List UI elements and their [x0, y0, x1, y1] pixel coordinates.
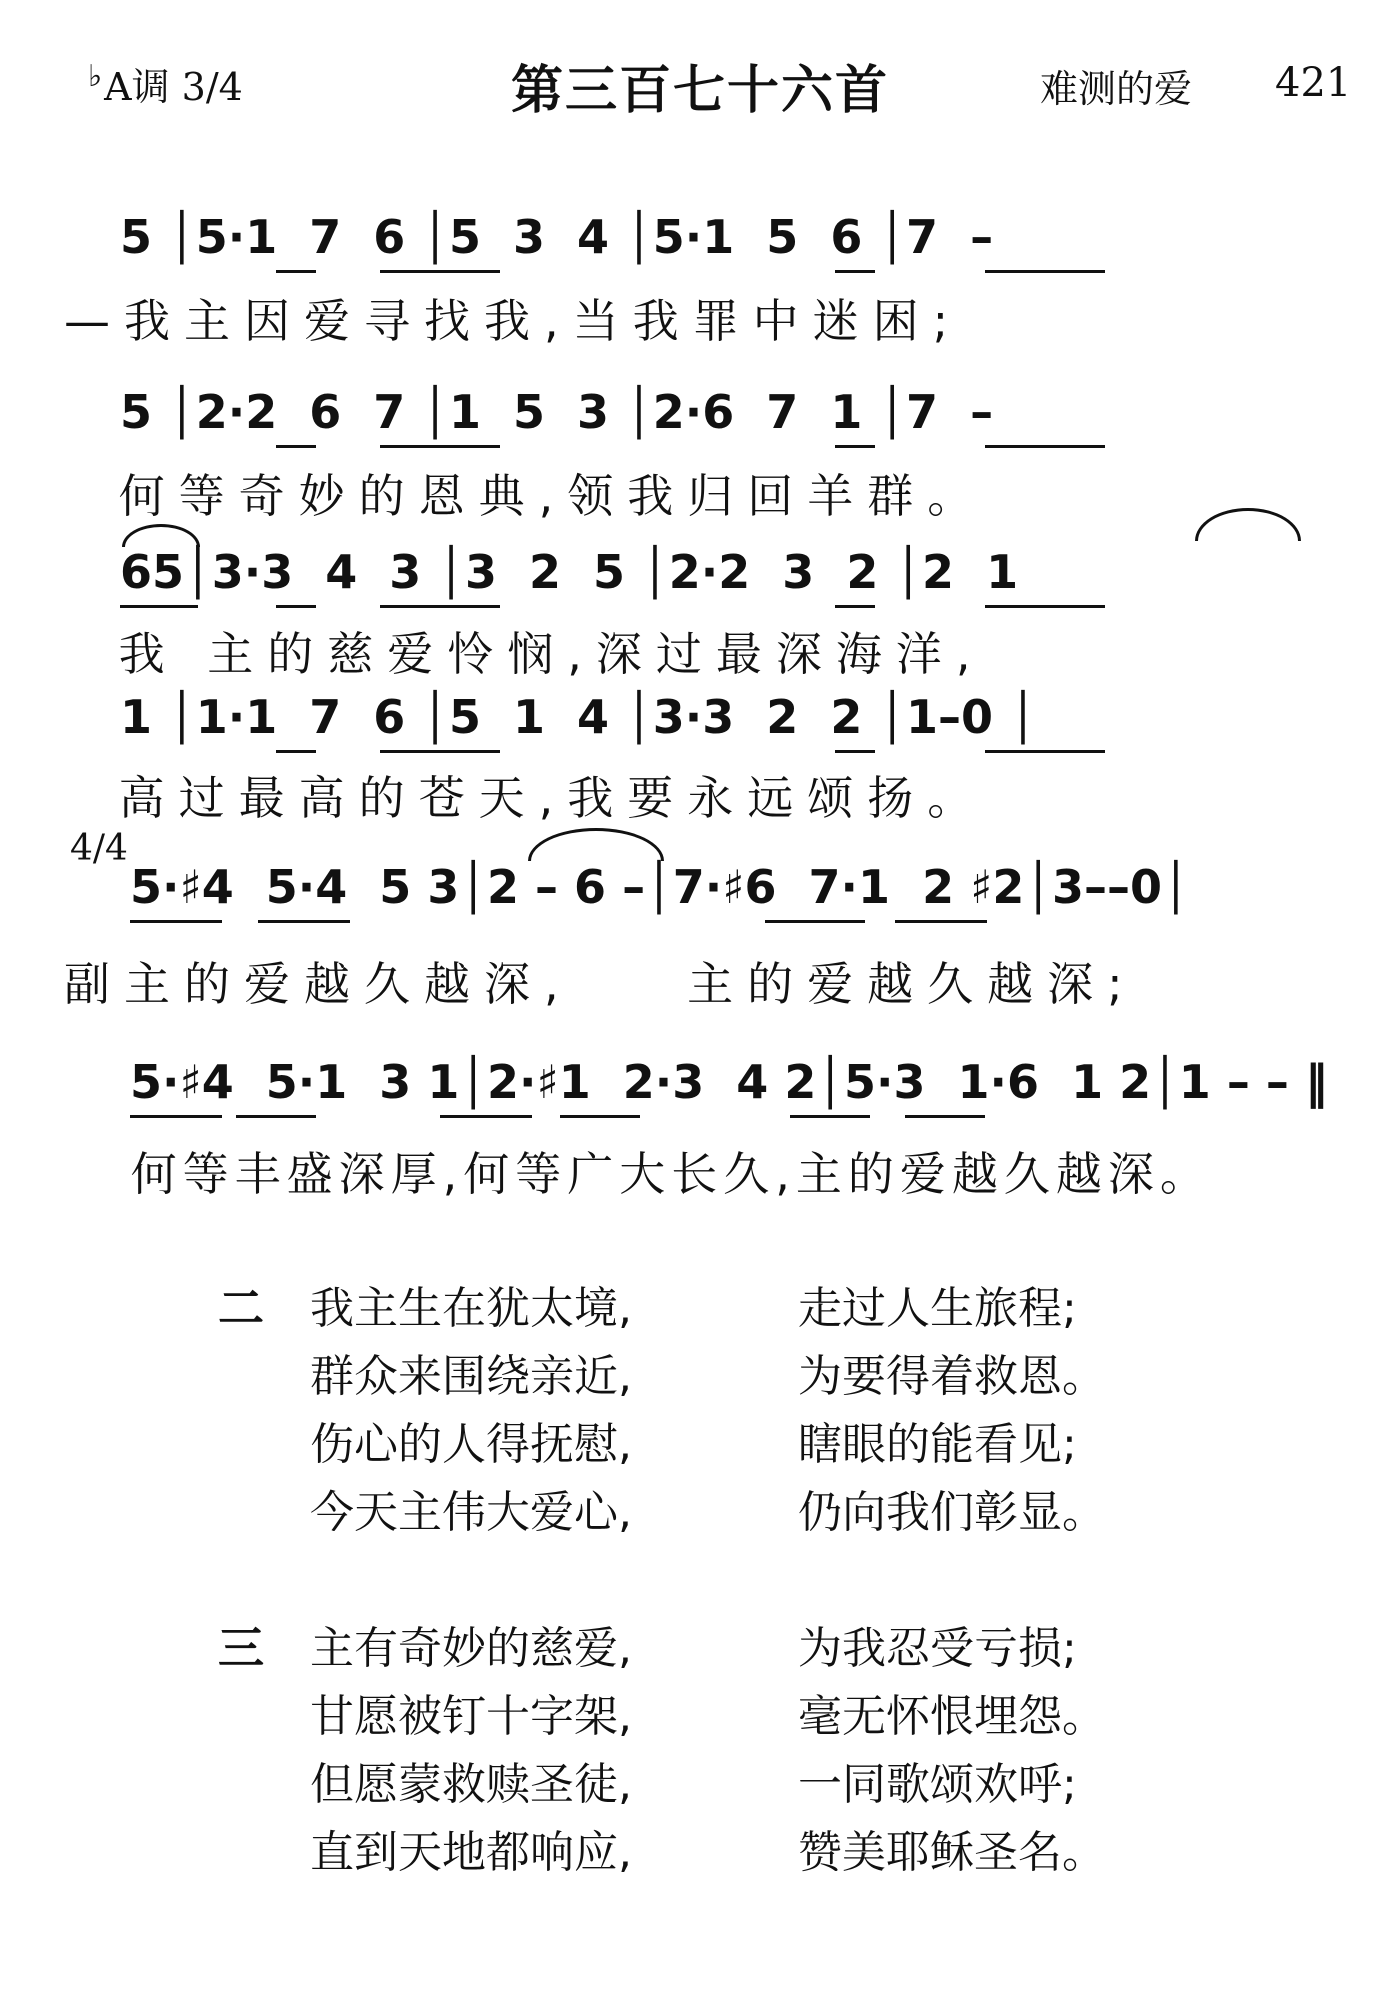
lyrics-line-5: 副主的爱越久越深, 主的爱越久越深;	[64, 957, 1137, 1011]
verse-line: 瞎眼的能看见;	[798, 1419, 1077, 1470]
slur-mark	[528, 828, 664, 861]
verse-line: 群众来围绕亲近,	[310, 1351, 632, 1402]
verse-line: 今天主伟大爱心,	[310, 1487, 632, 1538]
music-row-2	[0, 385, 1400, 455]
verse-line: 毫无怀恨埋怨。	[798, 1691, 1106, 1742]
music-row-3	[0, 545, 1400, 615]
verse-line: 我主生在犹太境,	[310, 1283, 632, 1334]
verse-line: 一同歌颂欢呼;	[798, 1759, 1077, 1810]
verse-line: 走过人生旅程;	[798, 1283, 1077, 1334]
notation-line: 5·♯4 5·1 3 1│2·♯1 2·3 4 2│5·3 1·6 1 2│1 – – ‖	[130, 1055, 1328, 1109]
verse-line: 为我忍受亏损;	[798, 1623, 1077, 1674]
verse-3	[218, 1612, 1218, 1892]
verse-line: 伤心的人得抚慰,	[310, 1419, 632, 1470]
verse-line: 为要得着救恩。	[798, 1351, 1106, 1402]
verse-line: 主有奇妙的慈爱,	[310, 1623, 632, 1674]
lyrics-line-2: 何等奇妙的恩典,领我归回羊群。	[90, 469, 988, 523]
lyrics-line-1: —我主因爱寻找我,当我罪中迷困;	[64, 294, 963, 348]
verse-line: 赞美耶稣圣名。	[798, 1827, 1106, 1878]
music-row-5	[0, 860, 1400, 930]
notation-line: 65│3·3 4 3 │3 2 5 │2·2 3 2 │2 1	[120, 545, 1019, 599]
notation-line: 5 │2·2 6 7 │1 5 3 │2·6 7 1 │7 –	[120, 385, 994, 439]
music-row-1	[0, 210, 1400, 280]
slur-mark	[1195, 508, 1301, 541]
flat-sign: ♭	[88, 59, 103, 94]
music-row-4	[0, 690, 1400, 760]
lyrics-line-6: 何等丰盛深厚,何等广大长久,主的爱越久越深。	[110, 1147, 1212, 1201]
verse-number: 二	[218, 1281, 264, 1335]
hymn-title: 第三百七十六首	[510, 61, 889, 121]
verse-line: 甘愿被钉十字架,	[310, 1691, 632, 1742]
verse-number: 三	[218, 1621, 264, 1675]
slur-mark	[122, 524, 200, 547]
page-number: 421	[1275, 60, 1352, 106]
key-and-meter: A调 3/4	[104, 65, 243, 109]
meter-change: 4/4	[70, 828, 128, 869]
verse-line: 仍向我们彰显。	[798, 1487, 1106, 1538]
hymn-subtitle: 难测的爱	[1040, 67, 1193, 111]
notation-line: 5 │5·1 7 6 │5 3 4 │5·1 5 6 │7 –	[120, 210, 994, 264]
verse-line: 直到天地都响应,	[310, 1827, 632, 1878]
notation-line: 1 │1·1 7 6 │5 1 4 │3·3 2 2 │1–0 │	[120, 690, 1037, 744]
lyrics-line-3: 我 主的慈爱怜悯,深过最深海洋,	[90, 627, 985, 681]
verse-2	[218, 1272, 1218, 1552]
lyrics-line-4: 高过最高的苍天,我要永远颂扬。	[90, 771, 988, 825]
notation-line: 5·♯4 5·4 5 3│2 – 6 –│7·♯6 7·1 2 ♯2│3––0│	[130, 860, 1190, 914]
verse-line: 但愿蒙救赎圣徒,	[310, 1759, 632, 1810]
music-row-6	[0, 1055, 1400, 1125]
